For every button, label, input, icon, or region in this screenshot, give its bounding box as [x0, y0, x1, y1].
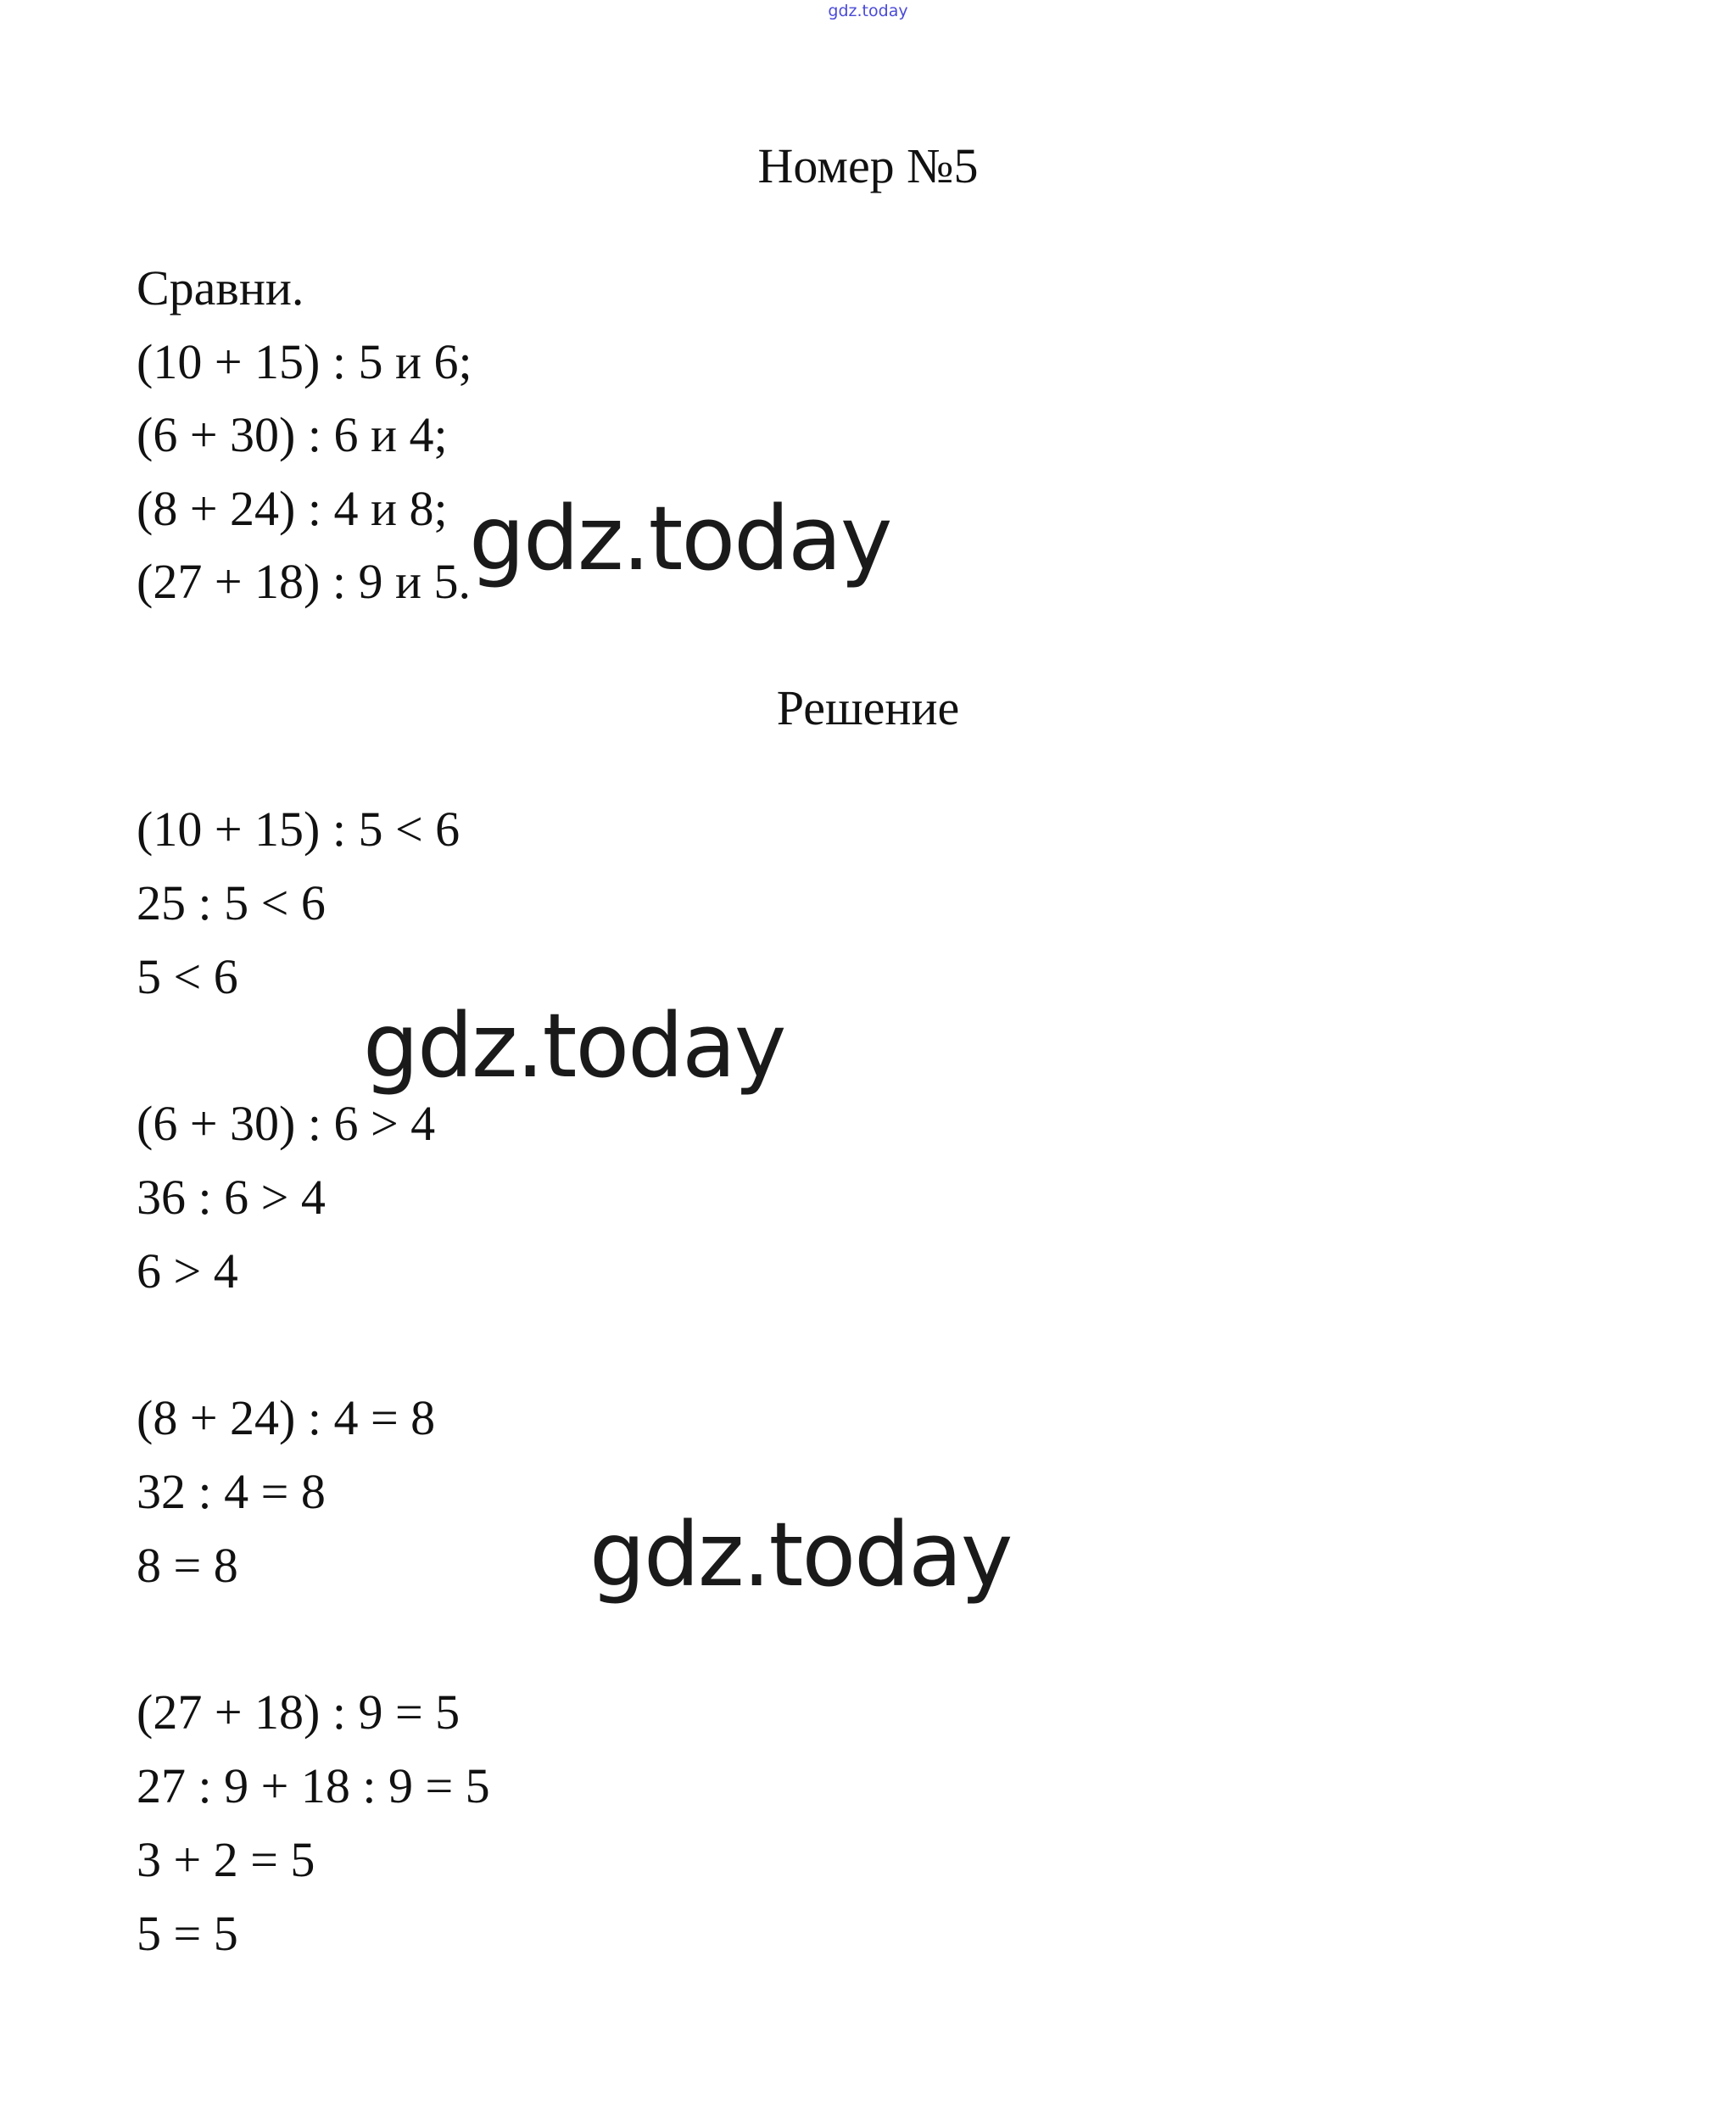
- watermark: gdz.today: [363, 994, 785, 1098]
- solution-line: 8 = 8: [137, 1538, 238, 1593]
- solution-line: (8 + 24) : 4 = 8: [137, 1390, 436, 1445]
- solution-line: (10 + 15) : 5 < 6: [137, 802, 461, 857]
- solution-line: 6 > 4: [137, 1243, 238, 1299]
- solution-line: 32 : 4 = 8: [137, 1464, 326, 1519]
- task-item: (27 + 18) : 9 и 5.: [137, 554, 471, 609]
- solution-line: 36 : 6 > 4: [137, 1170, 326, 1225]
- solution-heading: Решение: [776, 680, 960, 735]
- solution-line: 27 : 9 + 18 : 9 = 5: [137, 1758, 490, 1813]
- watermark: gdz.today: [589, 1503, 1012, 1606]
- site-mark: gdz.today: [828, 2, 908, 20]
- task-item: (10 + 15) : 5 и 6;: [137, 334, 472, 389]
- solution-line: 3 + 2 = 5: [137, 1832, 315, 1887]
- solution-line: 25 : 5 < 6: [137, 875, 326, 930]
- task-item: (6 + 30) : 6 и 4;: [137, 407, 448, 462]
- solution-line: (6 + 30) : 6 > 4: [137, 1096, 436, 1151]
- task-item: (8 + 24) : 4 и 8;: [137, 481, 448, 536]
- solution-line: 5 < 6: [137, 949, 238, 1004]
- watermark: gdz.today: [469, 487, 891, 590]
- problem-title: Номер №5: [757, 138, 979, 193]
- task-instruction: Сравни.: [137, 260, 304, 316]
- solution-line: 5 = 5: [137, 1906, 238, 1961]
- solution-line: (27 + 18) : 9 = 5: [137, 1684, 461, 1740]
